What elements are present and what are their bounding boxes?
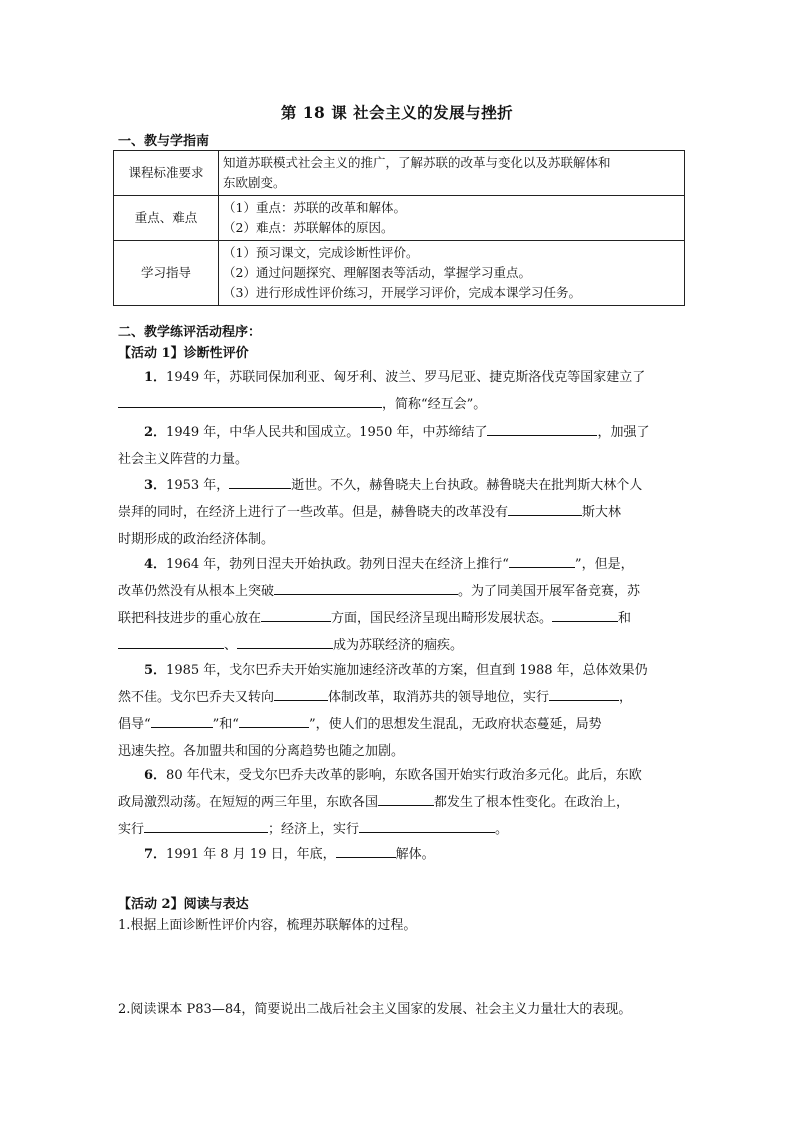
row-label: 学习指导	[114, 241, 219, 306]
row-content	[219, 151, 685, 196]
guide-table	[113, 150, 685, 306]
table-row	[114, 241, 685, 306]
reading-task-2: 2.阅读课本 P83—84，简要说出二战后社会主义国家的发展、社会主义力量壮大的表现。	[118, 1002, 632, 1017]
blank-field[interactable]	[336, 844, 396, 858]
blank-field[interactable]	[261, 608, 331, 622]
question-3: 3．1953 年， 逝世。不久，赫鲁晓夫上台执政。赫鲁晓夫在批判斯大林个人 崇拜的同时，在经济上进行了一些改革。但是，赫鲁晓夫的改革没有 斯大林 时期形成的政治经济体制。	[118, 472, 678, 553]
blank-field[interactable]	[487, 422, 597, 436]
row-content	[219, 196, 685, 241]
question-6: 6．80 年代末，受戈尔巴乔夫改革的影响，东欧各国开始实行政治多元化。此后，东欧 政局激烈动荡。在短短的两三年里，东欧各国 都发生了根本性变化。在政治上， 实行 ；经济上，实行 。	[118, 768, 642, 837]
activity2-heading: 【活动 2】阅读与表达	[118, 897, 249, 912]
row-line: （2）通过问题探究、理解图表等活动，掌握学习重点。	[223, 265, 531, 280]
blank-field[interactable]	[229, 475, 291, 489]
blank-field[interactable]	[274, 687, 328, 701]
blank-field[interactable]	[359, 819, 495, 833]
row-label: 重点、难点	[114, 196, 219, 241]
activity1-heading: 【活动 1】诊断性评价	[118, 346, 249, 361]
row-label: 课程标准要求	[114, 151, 219, 196]
blank-field[interactable]	[144, 819, 268, 833]
row-line: 知道苏联模式社会主义的推广，了解苏联的改革与变化以及苏联解体和	[223, 155, 611, 170]
page-title: 第 18 课 社会主义的发展与挫折	[280, 103, 514, 122]
blank-field[interactable]	[237, 635, 333, 649]
question-2: 2．1949 年，中华人民共和国成立。1950 年，中苏缔结了 ，加强了 社会主义阵营的力量。	[118, 419, 678, 473]
section2-heading: 二、教学练评活动程序：	[118, 325, 262, 340]
question-5: 5．1985 年，戈尔巴乔夫开始实施加速经济改革的方案，但直到 1988 年，总体效果仍 然不佳。戈尔巴乔夫又转向 体制改革，取消苏共的领导地位，实行 ， 倡导“ ”和“ ”，使人们的思想发生混乱，无政府状态蔓延，局势 迅速失控。各加盟共和国的分离趋势也随之加剧。	[118, 663, 648, 759]
blank-field[interactable]	[274, 581, 458, 595]
row-line: （1）重点：苏联的改革和解体。	[223, 200, 406, 215]
row-content	[219, 241, 685, 306]
blank-field[interactable]	[118, 635, 224, 649]
blank-field[interactable]	[378, 792, 434, 806]
blank-field[interactable]	[118, 394, 382, 408]
table-row	[114, 151, 685, 196]
row-line: （3）进行形成性评价练习，开展学习评价，完成本课学习任务。	[223, 285, 581, 300]
blank-field[interactable]	[508, 502, 582, 516]
question-4: 4．1964 年，勃列日涅夫开始执政。勃列日涅夫在经济上推行“ ”，但是， 改革仍然没有从根本上突破 。为了同美国开展军备竞赛，苏 联把科技进步的重心放在 方面，国民经济呈现出畸形发展状态。 和 、 成为苏联经济的痼疾。	[118, 551, 678, 659]
blank-field[interactable]	[549, 687, 619, 701]
row-line: 东欧剧变。	[223, 175, 286, 190]
blank-field[interactable]	[509, 554, 575, 568]
question-1: 1．1949 年，苏联同保加利亚、匈牙利、波兰、罗马尼亚、捷克斯洛伐克等国家建立了 ，简称“经互会”。	[118, 364, 678, 418]
section1-heading: 一、教与学指南	[118, 134, 210, 149]
blank-field[interactable]	[552, 608, 618, 622]
blank-field[interactable]	[151, 714, 213, 728]
blank-field[interactable]	[239, 714, 309, 728]
row-line: （1）预习课文，完成诊断性评价。	[223, 245, 419, 260]
table-row	[114, 196, 685, 241]
reading-task-1: 1.根据上面诊断性评价内容，梳理苏联解体的过程。	[118, 918, 417, 933]
question-7: 7．1991 年 8 月 19 日，年底， 解体。	[118, 841, 678, 868]
row-line: （2）难点：苏联解体的原因。	[223, 220, 394, 235]
